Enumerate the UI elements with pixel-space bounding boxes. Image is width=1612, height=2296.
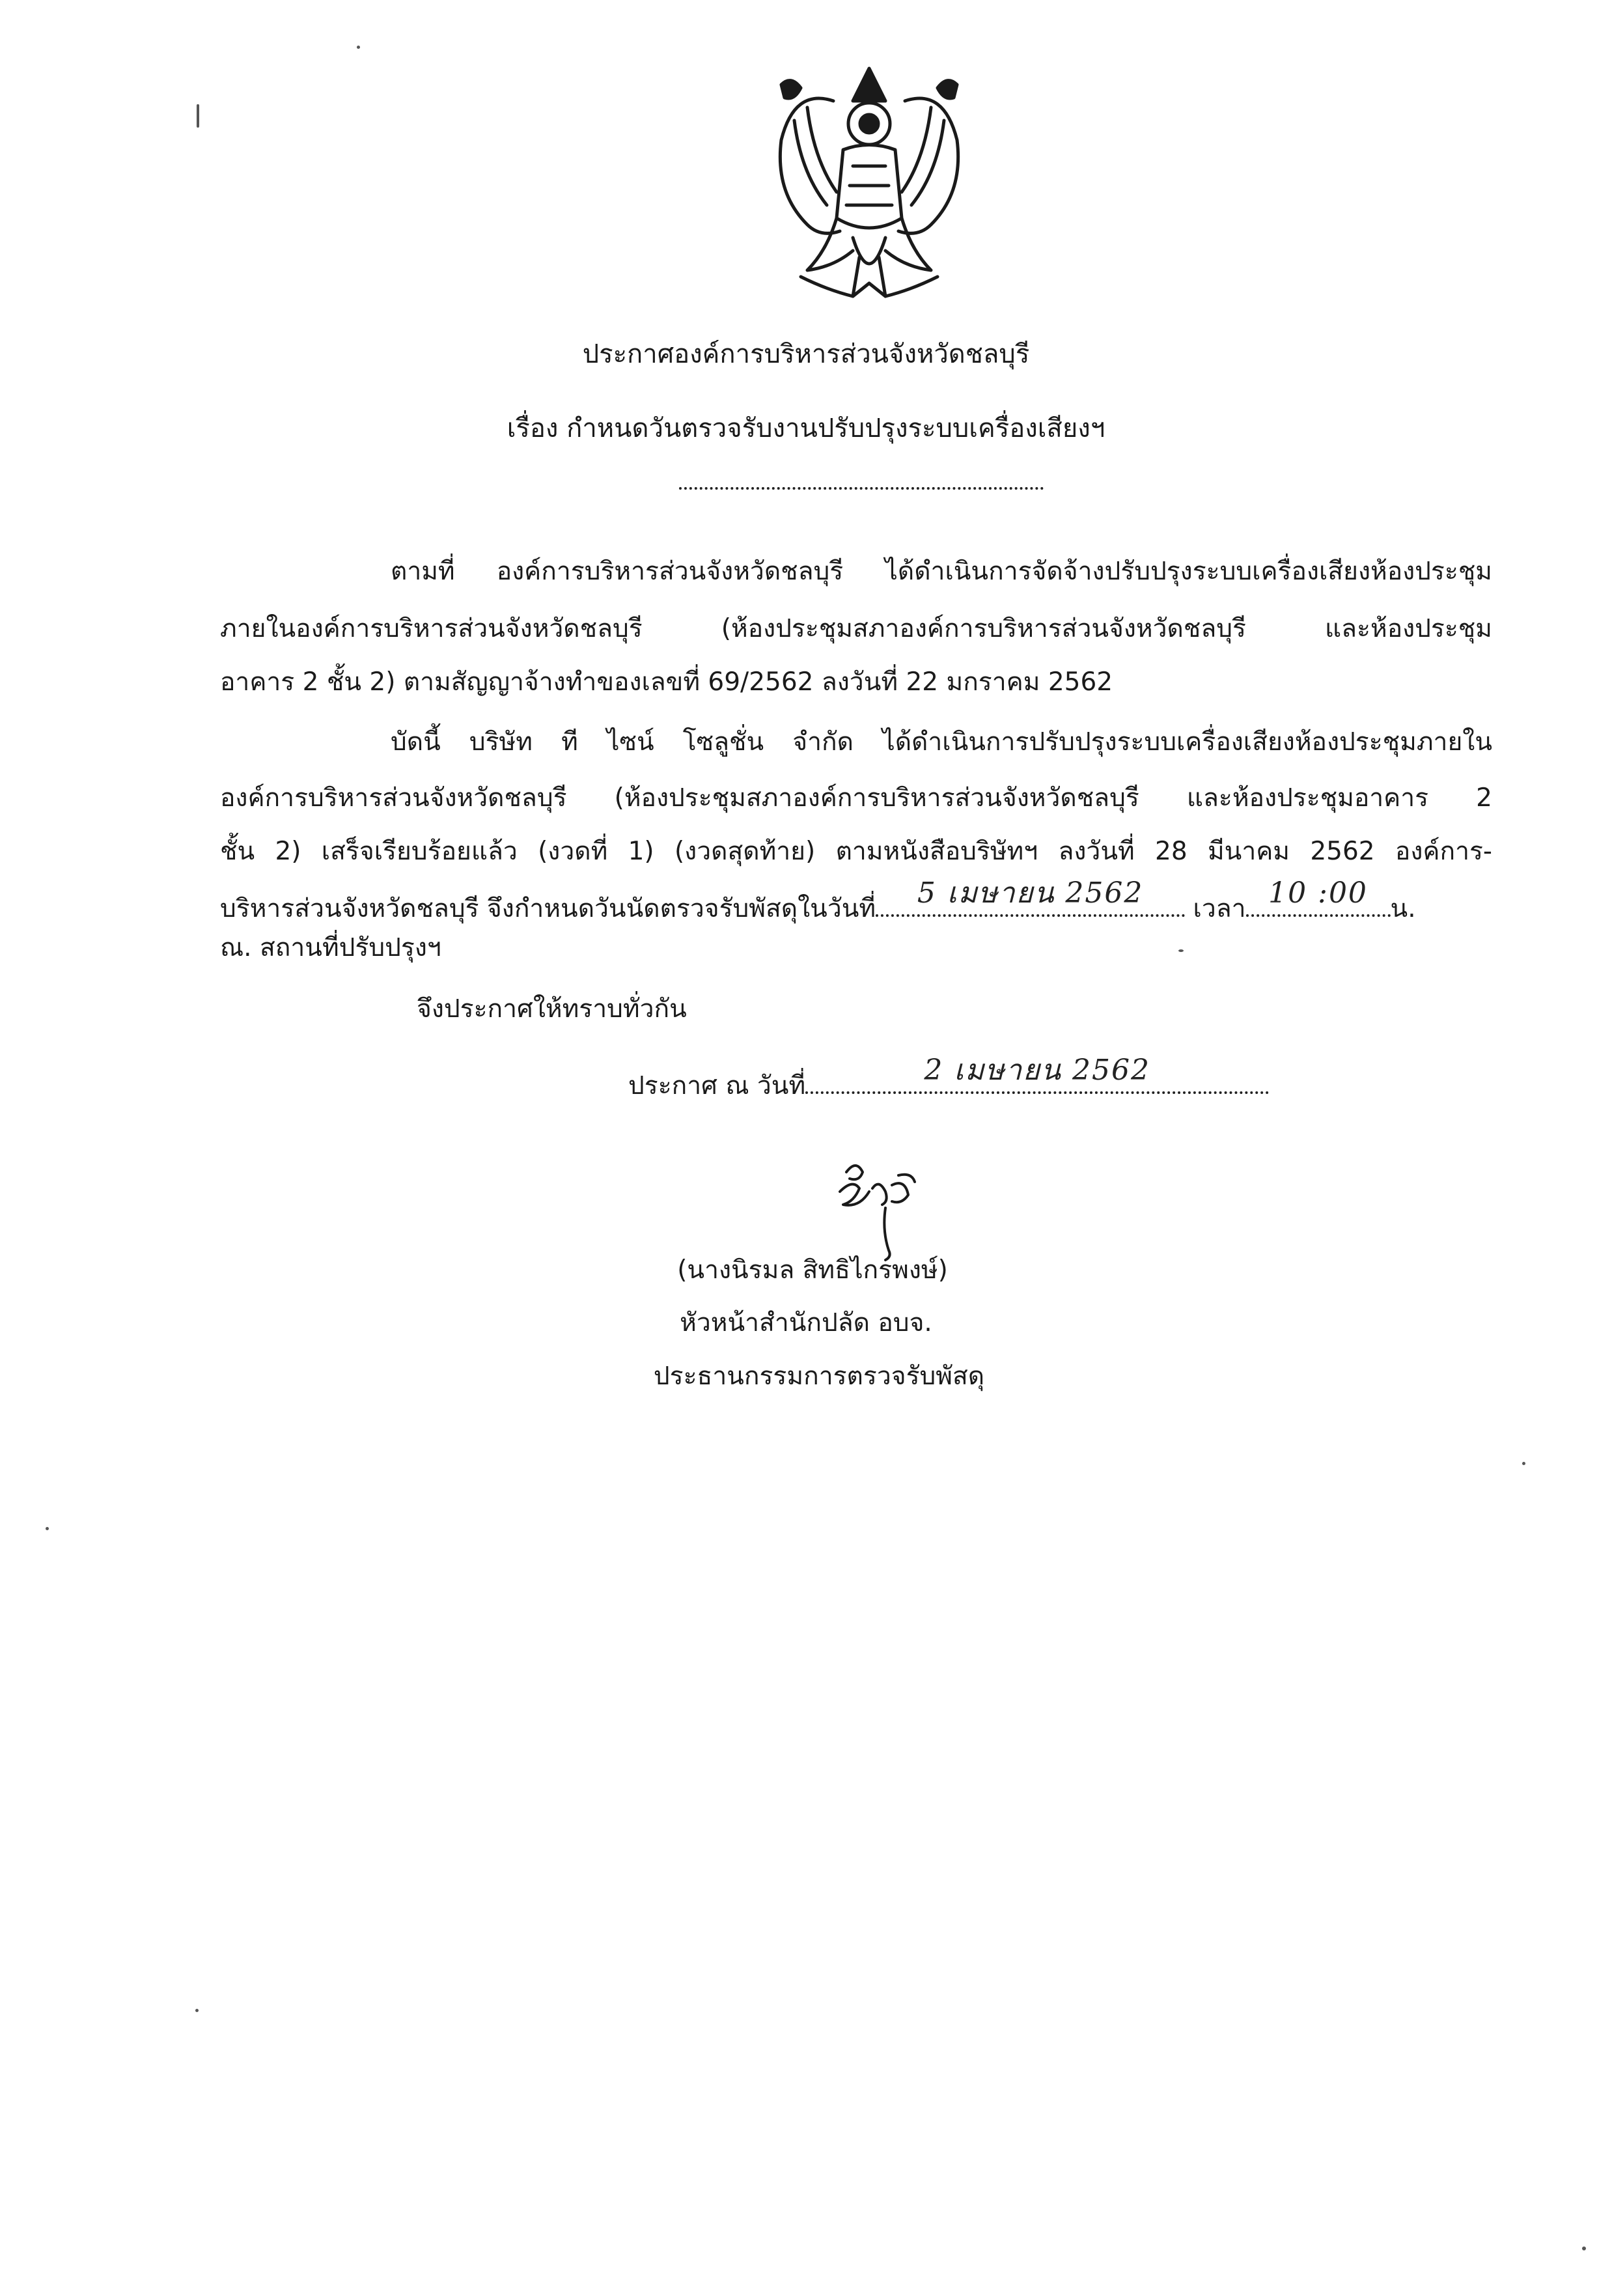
signatory-role: ประธานกรรมการตรวจรับพัสดุ (653, 1362, 985, 1391)
scan-artifact (197, 104, 199, 128)
paragraph-2-line-1: บัดนี้ บริษัท ที ไซน์ โซลูชั่น จำกัด ได้ดำเนินการปรับปรุงระบบเครื่องเสียงห้องประชุมภายใน (391, 727, 1492, 757)
paragraph-1-line-2: ภายในองค์การบริหารส่วนจังหวัดชลบุรี (ห้องประชุมสภาองค์การบริหารส่วนจังหวัดชลบุรี และห้องประชุม (220, 614, 1492, 643)
time-suffix: น. (1390, 894, 1416, 923)
announce-date-line (628, 1054, 1269, 1104)
signatory-position: หัวหน้าสำนักปลัด อบจ. (680, 1308, 932, 1337)
announce-date-field (805, 1054, 1269, 1094)
announce-date-handwritten: 2 เมษายน 2562 (924, 1054, 1150, 1087)
time-label: เวลา (1193, 894, 1246, 923)
inspection-time-handwritten: 10 :00 (1268, 876, 1368, 910)
title-separator (679, 487, 1044, 490)
signatory-name: (นางนิรมล สิทธิไกรพงษ์) (677, 1255, 948, 1285)
scan-artifact (357, 46, 360, 49)
paragraph-2-line-4 (220, 876, 1416, 927)
scan-artifact (195, 2009, 199, 2012)
closing-statement: จึงประกาศให้ทราบทั่วกัน (417, 994, 687, 1024)
inspection-date-field (876, 876, 1185, 917)
inspection-date-prefix: บริหารส่วนจังหวัดชลบุรี จึงกำหนดวันนัดตรวจรับพัสดุในวันที่ (220, 894, 876, 923)
paragraph-2-line-5: ณ. สถานที่ปรับปรุงฯ (220, 933, 441, 962)
inspection-time-field (1246, 876, 1391, 917)
paragraph-1-line-1: ตามที่ องค์การบริหารส่วนจังหวัดชลบุรี ได้ดำเนินการจัดจ้างปรับปรุงระบบเครื่องเสียงห้องประชุม (391, 557, 1492, 586)
scan-artifact (1582, 2247, 1586, 2250)
paragraph-1-line-3: อาคาร 2 ชั้น 2) ตามสัญญาจ้างทำของเลขที่ 69/2562 ลงวันที่ 22 มกราคม 2562 (220, 667, 1113, 697)
scan-artifact (1522, 1462, 1525, 1465)
scan-artifact (1178, 949, 1184, 952)
announcement-subject: เรื่อง กำหนดวันตรวจรับงานปรับปรุงระบบเครื่องเสียงฯ (507, 413, 1105, 443)
handwritten-signature (820, 1153, 931, 1263)
announce-date-label: ประกาศ ณ วันที่ (628, 1071, 806, 1100)
inspection-date-handwritten: 5 เมษายน 2562 (917, 876, 1144, 910)
paragraph-2-line-3: ชั้น 2) เสร็จเรียบร้อยแล้ว (งวดที่ 1) (งวดสุดท้าย) ตามหนังสือบริษัทฯ ลงวันที่ 28 มีนาคม 2562 องค์การ- (220, 837, 1492, 866)
announcement-title: ประกาศองค์การบริหารส่วนจังหวัดชลบุรี (582, 339, 1030, 369)
scan-artifact (46, 1527, 49, 1530)
paragraph-2-line-2: องค์การบริหารส่วนจังหวัดชลบุรี (ห้องประชุมสภาองค์การบริหารส่วนจังหวัดชลบุรี และห้องประชุมอาคาร 2 (220, 783, 1492, 813)
garuda-emblem-icon (755, 62, 983, 322)
